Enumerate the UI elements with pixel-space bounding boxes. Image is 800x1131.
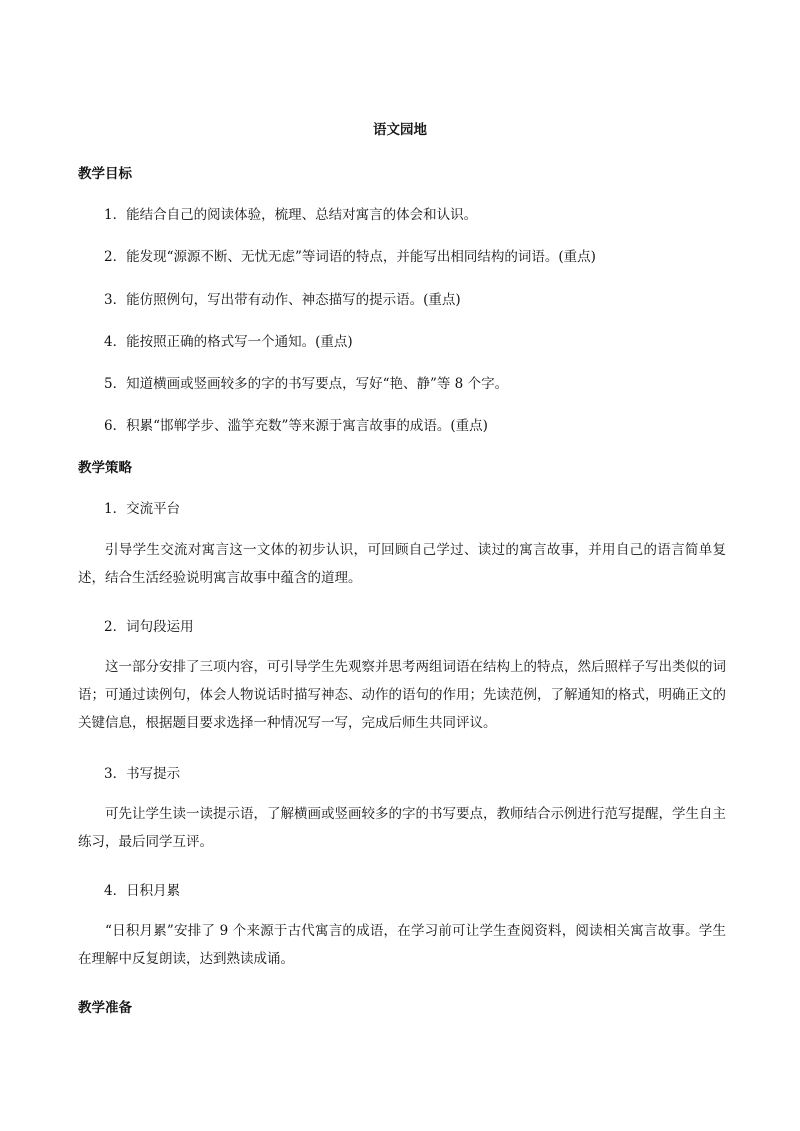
objective-item-2: 2．能发现“源源不断、无忧无虑”等词语的特点，并能写出相同结构的词语。(重点)	[104, 249, 596, 265]
strategy-section-title-2: 2．词句段运用	[104, 619, 194, 635]
objective-item-6: 6．积累“邯郸学步、滥竽充数”等来源于寓言故事的成语。(重点)	[104, 418, 488, 434]
objective-item-4: 4．能按照正确的格式写一个通知。(重点)	[104, 334, 353, 350]
document-title: 语文园地	[373, 122, 427, 138]
objective-item-5: 5．知道横画或竖画较多的字的书写要点，写好“艳、静”等 8 个字。	[104, 376, 509, 392]
strategy-section-title-3: 3．书写提示	[104, 766, 181, 782]
objectives-heading: 教学目标	[78, 166, 132, 182]
strategy-section-text-4: “日积月累”安排了 9 个来源于古代寓言的成语，在学习前可让学生查阅资料，阅读相关寓言故事。学生在理解中反复朗读，达到熟读成诵。	[78, 923, 726, 967]
strategies-heading: 教学策略	[78, 460, 132, 476]
objective-item-1: 1．能结合自己的阅读体验，梳理、总结对寓言的体会和认识。	[104, 207, 478, 223]
strategy-section-text-3: 可先让学生读一读提示语，了解横画或竖画较多的字的书写要点，教师结合示例进行范写提醒，学生自主练习，最后同学互评。	[78, 806, 726, 850]
objective-item-3: 3．能仿照例句，写出带有动作、神态描写的提示语。(重点)	[104, 292, 461, 308]
preparation-heading: 教学准备	[78, 1000, 132, 1016]
strategy-section-text-1: 引导学生交流对寓言这一文体的初步认识，可回顾自己学过、读过的寓言故事，并用自己的语言简单复述，结合生活经验说明寓言故事中蕴含的道理。	[78, 542, 726, 586]
strategy-section-title-4: 4．日积月累	[104, 883, 181, 899]
strategy-section-title-1: 1．交流平台	[104, 501, 181, 517]
strategy-section-text-2: 这一部分安排了三项内容，可引导学生先观察并思考两组词语在结构上的特点，然后照样子写出类似的词语；可通过读例句，体会人物说话时描写神态、动作的语句的作用；先读范例，了解通知的格式，明确正文的关键信息，根据题目要求选择一种情况写一写，完成后师生共同评议。	[78, 659, 726, 731]
